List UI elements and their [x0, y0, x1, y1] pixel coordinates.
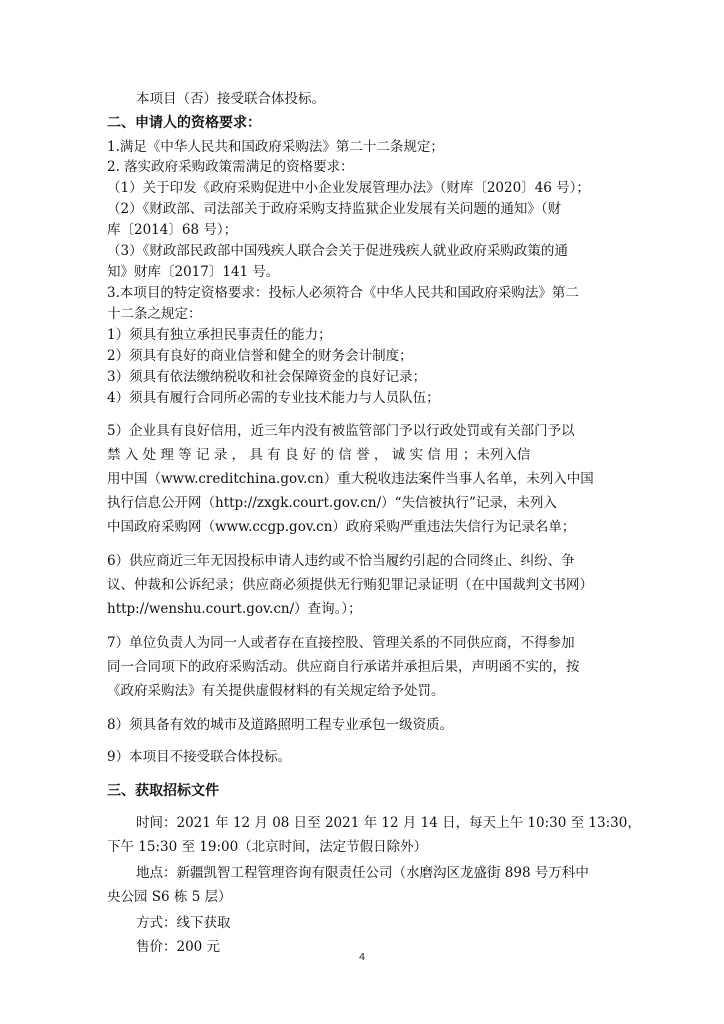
acquisition-time-cont: 下午 15:30 至 19:00（北京时间，法定节假日除外）	[107, 839, 428, 855]
qual-item-2-3: （3）《财政部民政部中国残疾人联合会关于促进残疾人就业政府采购政策的通	[107, 243, 568, 259]
qual-item-2-1: （1）关于印发《政府采购促进中小企业发展管理办法》（财库〔2020〕46 号）；	[107, 180, 590, 196]
requirement-5-line-5: 中国政府采购网（www.ccgp.gov.cn）政府采购严重违法失信行为记录名单；	[107, 519, 576, 535]
acquisition-place: 地点：新疆凯智工程管理咨询有限责任公司（水磨沟区龙盛街 898 号万科中	[136, 865, 589, 881]
requirement-5-line-4: 执行信息公开网（http://zxgk.court.gov.cn/）“失信被执行”记录，未列入	[107, 495, 557, 511]
requirement-7: 7）单位负责人为同一人或者存在直接控股、管理关系的不同供应商，不得参加	[107, 635, 575, 651]
requirement-5-line-2: 禁 入 处 理 等 记 录 ， 具 有 良 好 的 信 誉 ， 诚 实 信 用 ；未列入信	[107, 447, 531, 463]
qual-item-2: 2. 落实政府采购政策需满足的资格要求：	[107, 159, 354, 175]
qual-item-2-2: （2）《财政部、司法部关于政府采购支持监狱企业发展有关问题的通知》（财	[107, 201, 562, 217]
qual-item-2-3-cont: 知》财库〔2017〕141 号。	[107, 264, 280, 280]
qual-item-3-cont: 十二条之规定：	[107, 306, 202, 322]
requirement-2: 2）须具有良好的商业信誉和健全的财务会计制度；	[107, 348, 413, 364]
requirement-7-line-2: 同一合同项下的政府采购活动。供应商自行承诺并承担后果，声明函不实的，按	[107, 659, 580, 675]
requirement-5: 5）企业具有良好信用，近三年内没有被监管部门予以行政处罚或有关部门予以	[107, 423, 575, 439]
requirement-6: 6）供应商近三年无因投标申请人违约或不恰当履约引起的合同终止、纠纷、争	[107, 553, 575, 569]
acquisition-method: 方式：线下获取	[136, 915, 231, 931]
qual-item-1: 1.满足《中华人民共和国政府采购法》第二十二条规定；	[107, 139, 444, 155]
qual-item-2-2-cont: 库〔2014〕68 号）；	[107, 222, 238, 238]
requirement-7-line-3: 《政府采购法》有关提供虚假材料的有关规定给予处罚。	[107, 683, 445, 699]
requirement-4: 4）须具有履行合同所必需的专业技术能力与人员队伍；	[107, 390, 440, 406]
intro-text: 本项目（否）接受联合体投标。	[136, 91, 325, 107]
requirement-9: 9）本项目不接受联合体投标。	[107, 749, 292, 765]
requirement-3: 3）须具有依法缴纳税收和社会保障资金的良好记录；	[107, 369, 427, 385]
acquisition-time: 时间：2021 年 12 月 08 日至 2021 年 12 月 14 日，每天上午 10:30 至 13:30，	[136, 815, 641, 831]
requirement-6-line-3: http://wenshu.court.gov.cn/）查询。）；	[107, 601, 362, 617]
acquisition-place-cont: 央公园 S6 栋 5 层）	[107, 889, 232, 905]
requirement-8: 8）须具备有效的城市及道路照明工程专业承包一级资质。	[107, 717, 454, 733]
requirement-1: 1）须具有独立承担民事责任的能力；	[107, 327, 332, 343]
section-2-heading: 二、申请人的资格要求：	[107, 115, 261, 131]
document-price: 售价：200 元	[136, 939, 221, 955]
qual-item-3: 3.本项目的特定资格要求：投标人必须符合《中华人民共和国政府采购法》第二	[107, 285, 579, 301]
requirement-5-line-3: 用中国（www.creditchina.gov.cn）重大税收违法案件当事人名单，未列入中国	[107, 471, 594, 487]
section-3-heading: 三、获取招标文件	[107, 783, 219, 799]
requirement-6-line-2: 议、仲裁和公诉纪录；供应商必须提供无行贿犯罪记录证明（在中国裁判文书网）	[107, 577, 593, 593]
page-number: 4	[358, 952, 366, 963]
